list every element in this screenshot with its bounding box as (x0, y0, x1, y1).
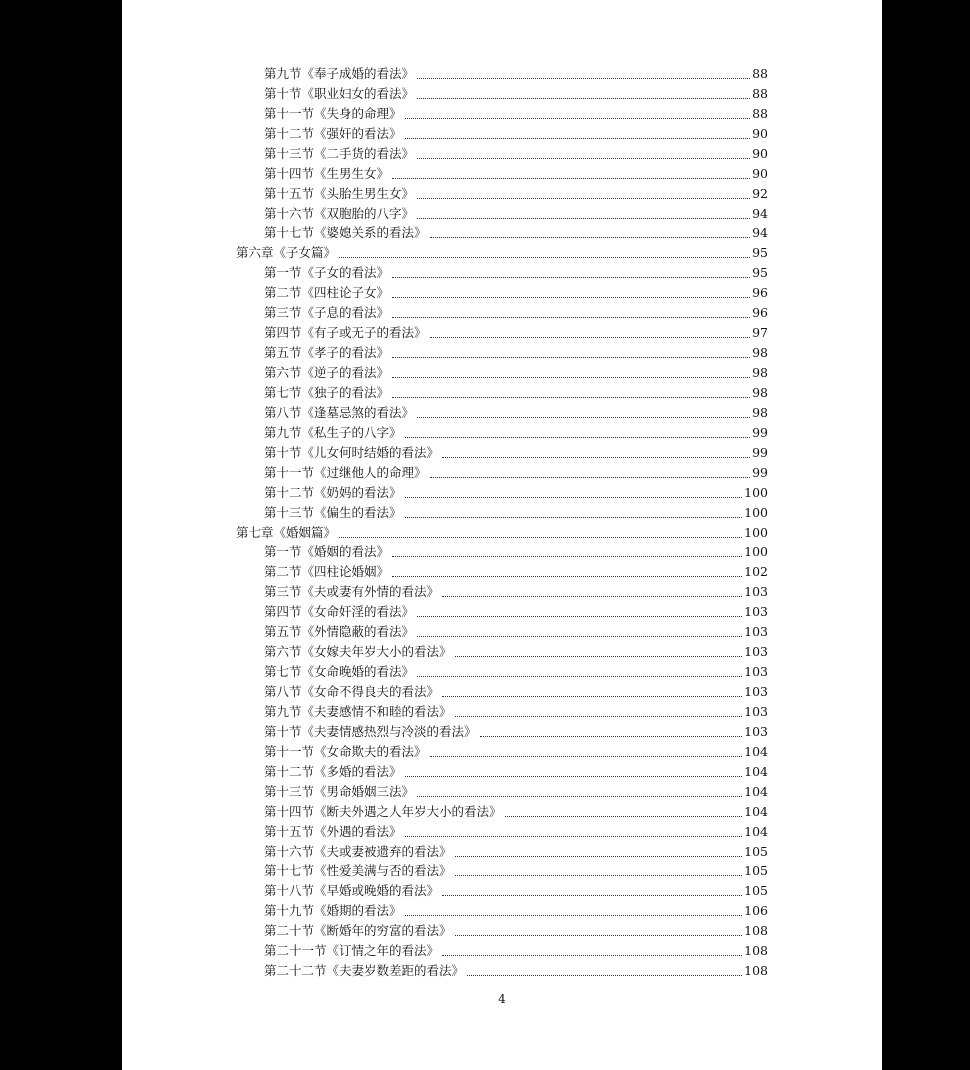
toc-entry-title: 第十三节《偏生的看法》 (264, 504, 402, 520)
toc-entry-title: 第二十一节《订情之年的看法》 (264, 943, 440, 959)
dot-leader (405, 113, 751, 119)
dot-leader (392, 292, 750, 298)
toc-entry-title: 第八节《女命不得良夫的看法》 (264, 684, 440, 700)
toc-entry-page-number: 88 (752, 105, 768, 121)
toc-entry-page-number: 103 (744, 703, 768, 719)
dot-leader (455, 870, 743, 876)
toc-section-entry[interactable] (236, 84, 768, 104)
dot-leader (442, 950, 742, 956)
toc-entry-page-number: 95 (752, 245, 768, 261)
dot-leader (417, 631, 742, 637)
toc-entry-title: 第十五节《外遇的看法》 (264, 823, 402, 839)
toc-section-entry[interactable] (236, 642, 768, 662)
toc-entry-title: 第九节《私生子的八字》 (264, 424, 402, 440)
toc-entry-page-number: 96 (752, 285, 768, 301)
dot-leader (417, 153, 750, 159)
toc-entry-page-number: 108 (744, 963, 768, 979)
toc-section-entry[interactable] (236, 901, 768, 921)
toc-entry-page-number: 104 (744, 763, 768, 779)
toc-entry-title: 第八节《逢墓忌煞的看法》 (264, 404, 415, 420)
toc-entry-title: 第十七节《婆媳关系的看法》 (264, 225, 427, 241)
toc-entry-title: 第十八节《早婚或晚婚的看法》 (264, 883, 440, 899)
toc-entry-page-number: 103 (744, 684, 768, 700)
toc-section-entry[interactable] (236, 483, 768, 503)
dot-leader (442, 691, 742, 697)
dot-leader (392, 272, 750, 278)
dot-leader (442, 890, 742, 896)
dot-leader (405, 133, 751, 139)
dot-leader (430, 232, 751, 238)
toc-section-entry[interactable] (236, 881, 768, 901)
dot-leader (405, 492, 743, 498)
toc-entry-page-number: 103 (744, 584, 768, 600)
dot-leader (392, 173, 750, 179)
toc-entry-page-number: 105 (744, 883, 768, 899)
dot-leader (392, 571, 742, 577)
dot-leader (505, 811, 743, 817)
toc-entry-page-number: 99 (752, 424, 768, 440)
dot-leader (480, 731, 743, 737)
toc-entry-page-number: 97 (752, 325, 768, 341)
toc-entry-page-number: 100 (744, 504, 768, 520)
toc-entry-page-number: 88 (752, 85, 768, 101)
toc-entry-page-number: 108 (744, 923, 768, 939)
toc-section-entry[interactable] (236, 921, 768, 941)
dot-leader (417, 193, 750, 199)
toc-entry-title: 第十节《职业妇女的看法》 (264, 85, 415, 101)
toc-entry-title: 第五节《外情隐蔽的看法》 (264, 624, 415, 640)
toc-entry-page-number: 92 (752, 185, 768, 201)
toc-section-entry[interactable] (236, 562, 768, 582)
dot-leader (430, 472, 751, 478)
toc-section-entry[interactable] (236, 323, 768, 343)
toc-section-entry[interactable] (236, 423, 768, 443)
toc-entry-title: 第十一节《过继他人的命理》 (264, 464, 427, 480)
dot-leader (339, 252, 750, 258)
toc-entry-page-number: 99 (752, 464, 768, 480)
toc-section-entry[interactable] (236, 582, 768, 602)
dot-leader (392, 312, 750, 318)
toc-entry-title: 第十二节《强奸的看法》 (264, 125, 402, 141)
toc-section-entry[interactable] (236, 822, 768, 842)
dot-leader (417, 611, 742, 617)
toc-entry-title: 第六章《子女篇》 (236, 245, 337, 261)
toc-entry-page-number: 104 (744, 823, 768, 839)
toc-entry-page-number: 104 (744, 743, 768, 759)
toc-entry-title: 第十一节《女命欺夫的看法》 (264, 743, 427, 759)
toc-entry-page-number: 90 (752, 145, 768, 161)
toc-entry-page-number: 88 (752, 65, 768, 81)
toc-entry-page-number: 98 (752, 404, 768, 420)
toc-entry-title: 第九节《奉子成婚的看法》 (264, 65, 415, 81)
toc-entry-title: 第十一节《失身的命理》 (264, 105, 402, 121)
dot-leader (442, 591, 742, 597)
toc-entry-title: 第十节《儿女何时结婚的看法》 (264, 444, 440, 460)
toc-entry-title: 第六节《女嫁夫年岁大小的看法》 (264, 644, 452, 660)
toc-entry-title: 第二十二节《夫妻岁数差距的看法》 (264, 963, 465, 979)
toc-entry-page-number: 108 (744, 943, 768, 959)
toc-section-entry[interactable] (236, 961, 768, 981)
toc-entry-title: 第十三节《二手货的看法》 (264, 145, 415, 161)
dot-leader (417, 93, 750, 99)
toc-chapter-entry[interactable] (236, 243, 768, 263)
toc-section-entry[interactable] (236, 742, 768, 762)
toc-entry-title: 第十二节《奶妈的看法》 (264, 484, 402, 500)
toc-entry-title: 第十九节《婚期的看法》 (264, 903, 402, 919)
toc-entry-page-number: 98 (752, 345, 768, 361)
toc-section-entry[interactable] (236, 383, 768, 403)
toc-entry-title: 第十三节《男命婚姻三法》 (264, 783, 415, 799)
toc-entry-page-number: 100 (744, 524, 768, 540)
toc-section-entry[interactable] (236, 124, 768, 144)
dot-leader (392, 372, 750, 378)
toc-entry-page-number: 98 (752, 365, 768, 381)
toc-entry-page-number: 98 (752, 384, 768, 400)
toc-entry-page-number: 90 (752, 125, 768, 141)
toc-entry-title: 第十四节《生男生女》 (264, 165, 390, 181)
toc-entry-title: 第一节《子女的看法》 (264, 265, 390, 281)
toc-section-entry[interactable] (236, 862, 768, 882)
toc-entry-page-number: 103 (744, 624, 768, 640)
toc-entry-title: 第七节《女命晚婚的看法》 (264, 664, 415, 680)
toc-entry-page-number: 90 (752, 165, 768, 181)
toc-entry-title: 第三节《夫或妻有外情的看法》 (264, 584, 440, 600)
dot-leader (417, 213, 750, 219)
table-of-contents (236, 64, 768, 981)
dot-leader (467, 970, 742, 976)
toc-entry-title: 第七节《独子的看法》 (264, 384, 390, 400)
toc-entry-title: 第十节《夫妻情感热烈与冷淡的看法》 (264, 723, 477, 739)
toc-section-entry[interactable] (236, 403, 768, 423)
toc-entry-page-number: 95 (752, 265, 768, 281)
toc-entry-title: 第一节《婚姻的看法》 (264, 544, 390, 560)
toc-entry-page-number: 100 (744, 484, 768, 500)
toc-entry-page-number: 99 (752, 444, 768, 460)
toc-entry-title: 第十四节《断夫外遇之人年岁大小的看法》 (264, 803, 502, 819)
dot-leader (405, 831, 743, 837)
toc-entry-title: 第六节《逆子的看法》 (264, 365, 390, 381)
toc-section-entry[interactable] (236, 303, 768, 323)
dot-leader (392, 352, 750, 358)
toc-entry-page-number: 103 (744, 644, 768, 660)
toc-entry-page-number: 103 (744, 664, 768, 680)
toc-entry-page-number: 100 (744, 544, 768, 560)
toc-entry-title: 第十二节《多婚的看法》 (264, 763, 402, 779)
toc-entry-title: 第九节《夫妻感情不和睦的看法》 (264, 703, 452, 719)
toc-entry-page-number: 103 (744, 723, 768, 739)
toc-section-entry[interactable] (236, 443, 768, 463)
document-page (122, 0, 882, 1070)
toc-section-entry[interactable] (236, 184, 768, 204)
toc-entry-title: 第十五节《头胎生男生女》 (264, 185, 415, 201)
toc-section-entry[interactable] (236, 343, 768, 363)
toc-entry-title: 第七章《婚姻篇》 (236, 524, 337, 540)
toc-entry-title: 第十六节《夫或妻被遗弃的看法》 (264, 843, 452, 859)
dot-leader (392, 392, 750, 398)
dot-leader (417, 73, 750, 79)
dot-leader (455, 651, 743, 657)
dot-leader (430, 751, 743, 757)
toc-entry-page-number: 96 (752, 305, 768, 321)
toc-section-entry[interactable] (236, 602, 768, 622)
dot-leader (405, 512, 743, 518)
toc-entry-page-number: 94 (752, 205, 768, 221)
toc-entry-page-number: 104 (744, 783, 768, 799)
toc-entry-title: 第二节《四柱论婚姻》 (264, 564, 390, 580)
dot-leader (455, 711, 743, 717)
toc-section-entry[interactable] (236, 503, 768, 523)
toc-section-entry[interactable] (236, 64, 768, 84)
dot-leader (339, 532, 742, 538)
toc-section-entry[interactable] (236, 702, 768, 722)
toc-section-entry[interactable] (236, 662, 768, 682)
toc-entry-page-number: 106 (744, 903, 768, 919)
toc-entry-title: 第二十节《断婚年的穷富的看法》 (264, 923, 452, 939)
toc-entry-page-number: 94 (752, 225, 768, 241)
dot-leader (417, 412, 750, 418)
toc-chapter-entry[interactable] (236, 523, 768, 543)
toc-entry-page-number: 104 (744, 803, 768, 819)
dot-leader (455, 851, 743, 857)
toc-section-entry[interactable] (236, 363, 768, 383)
toc-section-entry[interactable] (236, 802, 768, 822)
dot-leader (405, 771, 743, 777)
toc-section-entry[interactable] (236, 144, 768, 164)
toc-section-entry[interactable] (236, 104, 768, 124)
toc-section-entry[interactable] (236, 463, 768, 483)
toc-entry-page-number: 103 (744, 604, 768, 620)
toc-section-entry[interactable] (236, 682, 768, 702)
toc-entry-title: 第十七节《性爱美满与否的看法》 (264, 863, 452, 879)
toc-section-entry[interactable] (236, 722, 768, 742)
dot-leader (455, 930, 743, 936)
toc-section-entry[interactable] (236, 283, 768, 303)
toc-entry-title: 第二节《四柱论子女》 (264, 285, 390, 301)
toc-section-entry[interactable] (236, 263, 768, 283)
toc-entry-page-number: 102 (744, 564, 768, 580)
toc-section-entry[interactable] (236, 204, 768, 224)
toc-entry-page-number: 105 (744, 843, 768, 859)
toc-section-entry[interactable] (236, 941, 768, 961)
dot-leader (417, 791, 742, 797)
toc-entry-title: 第四节《有子或无子的看法》 (264, 325, 427, 341)
dot-leader (417, 671, 742, 677)
page-number: 4 (498, 992, 506, 1006)
toc-section-entry[interactable] (236, 543, 768, 563)
toc-entry-title: 第四节《女命奸淫的看法》 (264, 604, 415, 620)
dot-leader (392, 551, 742, 557)
toc-entry-title: 第五节《孝子的看法》 (264, 345, 390, 361)
toc-entry-title: 第三节《子息的看法》 (264, 305, 390, 321)
dot-leader (405, 432, 751, 438)
toc-section-entry[interactable] (236, 224, 768, 244)
toc-section-entry[interactable] (236, 842, 768, 862)
toc-entry-title: 第十六节《双胞胎的八字》 (264, 205, 415, 221)
toc-section-entry[interactable] (236, 782, 768, 802)
toc-section-entry[interactable] (236, 622, 768, 642)
dot-leader (430, 332, 751, 338)
toc-section-entry[interactable] (236, 164, 768, 184)
dot-leader (442, 452, 750, 458)
toc-section-entry[interactable] (236, 762, 768, 782)
toc-entry-page-number: 105 (744, 863, 768, 879)
dot-leader (405, 910, 743, 916)
